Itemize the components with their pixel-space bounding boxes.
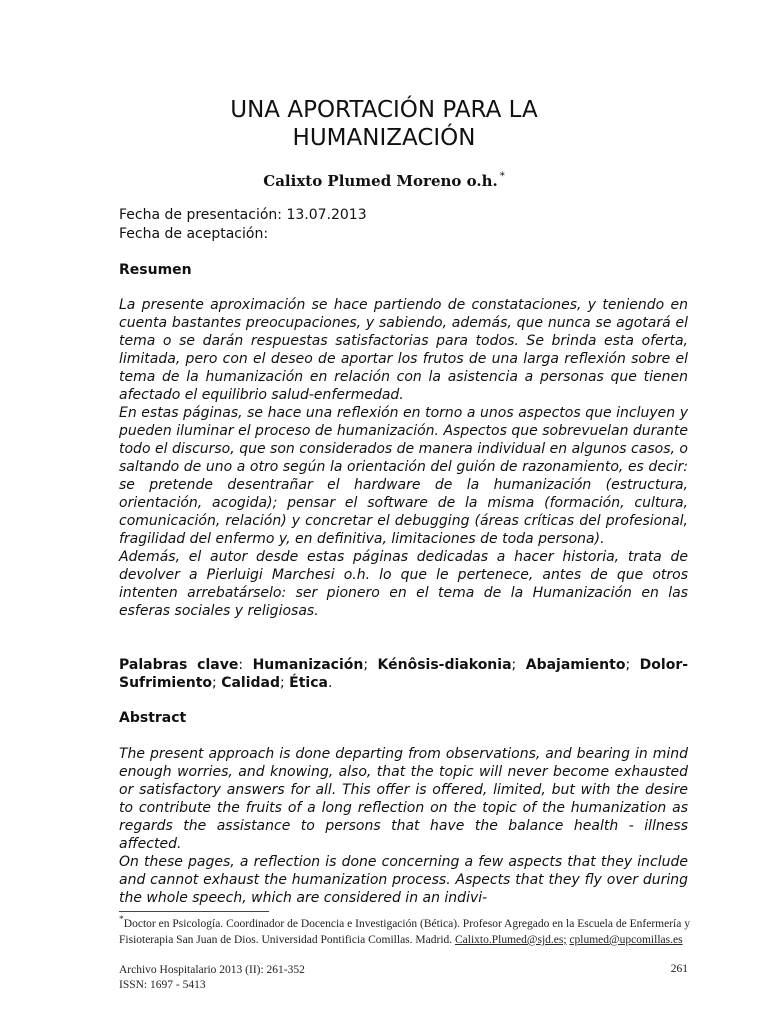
author-name <box>100 171 668 190</box>
keyword: Ética <box>289 675 328 691</box>
resumen-paragraph-1: La presente aproximación se hace partiendo de constataciones, y teniendo en cuenta bastantes preocupaciones, y sabiendo, además, que nunca se agotará el tema o se darán respuestas satisfactorias para todos. Se brinda esta oferta, limitada, pero con el deseo de aportar los frutos de una larga reflexión sobre el tema de la humanización en relación con la asistencia a personas que tienen afectado el equilibrio salud-enfermedad. <box>119 297 688 403</box>
article-title <box>100 96 668 152</box>
footnote-text: Doctor en Psicología. Coordinador de Docencia e Investigación (Bética). Profesor Agregado en la Escuela de Enfermería y Fisioterapia San Juan de Dios. Universidad Pontificia Comillas. Madrid. <box>119 917 690 946</box>
abstract-paragraph-2: On these pages, a reflection is done concerning a few aspects that they include and cannot exhaust the humanization process. Aspects that they fly over during the whole speech, which are considered in an indivi- <box>119 854 688 906</box>
resumen-body <box>119 296 688 620</box>
keyword: Dolor-Sufrimiento <box>119 657 689 691</box>
author-text: Calixto Plumed Moreno o.h. <box>263 172 498 190</box>
author-email-link[interactable]: Calixto.Plumed@sjd.es; <box>455 933 567 946</box>
author-footnote-mark: * <box>499 171 505 182</box>
keyword: Kénôsis-diakonia <box>377 657 512 673</box>
keyword: Humanización <box>252 657 364 673</box>
page-number: 261 <box>670 963 688 975</box>
date-accepted: Fecha de aceptación: <box>119 226 269 242</box>
journal-citation: Archivo Hospitalario 2013 (II): 261-352 <box>119 964 305 976</box>
keyword: Calidad <box>221 675 280 691</box>
journal-issn: ISSN: 1697 - 5413 <box>119 979 206 991</box>
resumen-heading: Resumen <box>119 262 192 278</box>
author-email-link-2[interactable]: cplumed@upcomillas.es <box>569 933 683 946</box>
date-submitted: Fecha de presentación: 13.07.2013 <box>119 207 367 223</box>
abstract-paragraph-1: The present approach is done departing from observations, and bearing in mind enough worries, and knowing, also, that the topic will never become exhausted or satisfactory answers for all. This offer is offered, limited, but with the desire to contribute the fruits of a long reflection on the topic of the humanization as regards the assistance to persons that have the balance health - illness affected. <box>119 746 688 852</box>
title-line-2: HUMANIZACIÓN <box>292 125 476 151</box>
journal-footer <box>119 963 305 993</box>
abstract-body <box>119 745 688 907</box>
dates-block <box>119 206 367 244</box>
resumen-paragraph-3: Además, el autor desde estas páginas dedicadas a hacer historia, trata de devolver a Pierluigi Marchesi o.h. lo que le pertenece, antes de que otros intenten arrebatárselo: ser pionero en el tema de la Humanización en las esferas sociales y religiosas. <box>119 549 688 619</box>
keywords-label: Palabras clave <box>119 657 239 673</box>
author-footnote <box>119 912 690 948</box>
footnote-mark: * <box>119 914 124 925</box>
title-line-1: UNA APORTACIÓN PARA LA <box>230 97 538 123</box>
keywords-line: Palabras clave: Humanización; Kénôsis-diakonia; Abajamiento; Dolor-Sufrimiento; Calidad; Ética. <box>119 657 689 691</box>
keyword: Abajamiento <box>525 657 626 673</box>
resumen-paragraph-2: En estas páginas, se hace una reflexión en torno a unos aspectos que incluyen y pueden iluminar el proceso de humanización. Aspectos que sobrevuelan durante todo el discurso, que son considerados de manera individual en algunos casos, o saltando de uno a otro según la orientación del guión de razonamiento, es decir: se pretende desentrañar el hardware de la humanización (estructura, orientación, acogida); pensar el software de la misma (formación, cultura, comunicación, relación) y concretar el debugging (áreas críticas del profesional, fragilidad del enfermo y, en definitiva, limitaciones de toda persona). <box>119 405 688 547</box>
abstract-heading: Abstract <box>119 710 187 726</box>
